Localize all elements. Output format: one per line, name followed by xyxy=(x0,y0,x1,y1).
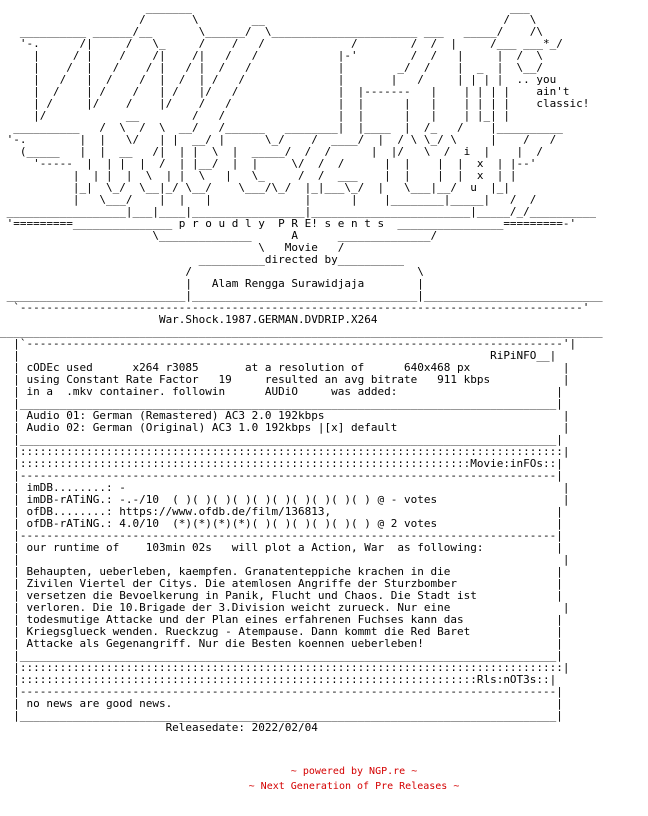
nfo-line: |`---------------------------------------------------------------------------------'| xyxy=(0,337,577,350)
nfo-line: (_____ | | __ /| | | \ | _____/ / / | |/ \ / i | | / xyxy=(0,145,544,158)
nfo-line: |/ __ / / | | | | | |_| | xyxy=(0,109,510,122)
nfo-line: |_________________________________________________________________________________| xyxy=(0,709,563,722)
nfo-line: | ofDB-rATiNG.: 4.0/10 (*)(*)(*)(*)( )( )( )( )( )( ) @ 2 votes | xyxy=(0,517,563,530)
nfo-line: | imDB........: - | xyxy=(0,481,570,494)
nfo-line: War.Shock.1987.GERMAN.DVDRIP.X264 xyxy=(0,313,378,326)
nfo-line: |_________________________________________________________________________________| xyxy=(0,649,563,662)
nfo-line: | no news are good news. | xyxy=(0,697,563,710)
nfo-text-document xyxy=(0,2,603,734)
nfo-line: | using Constant Rate Factor 19 resulted an avg bitrate 911 kbps | xyxy=(0,373,570,386)
nfo-line: |---------------------------------------------------------------------------------| xyxy=(0,469,563,482)
nfo-line: \______________ A ______________/ xyxy=(0,229,438,242)
nfo-line: _______ ___ xyxy=(0,1,530,14)
footer xyxy=(0,764,648,794)
powered-by-text: ~ powered by NGP.re ~ xyxy=(290,766,418,777)
tagline-text: ~ Next Generation of Pre Releases ~ xyxy=(248,781,460,792)
nfo-line: |:::::::::::::::::::::::::::::::::::::::::::::::::::::::::::::::::::::Rls:nOT3s::| xyxy=(0,673,557,686)
nfo-line: | Zivilen Viertel der Citys. Die atemlosen Angriffe der Sturzbomber | xyxy=(0,577,563,590)
nfo-line: | Audio 01: German (Remastered) AC3 2.0 192kbps | xyxy=(0,409,570,422)
nfo-line: |::::::::::::::::::::::::::::::::::::::::::::::::::::::::::::::::::::::::::::::::::| xyxy=(0,445,570,458)
nfo-line: '-. /| / \_ / / / / / / | /___ ___*_/ xyxy=(0,37,563,50)
nfo-line: | / | / /| /| / / |-' / / | | / \ xyxy=(0,49,544,62)
nfo-line: | / | / / | / | / / | _/ / | _ | \__/ xyxy=(0,61,544,74)
nfo-line: | ofDB........: https://www.ofdb.de/film/136813, | xyxy=(0,505,563,518)
nfo-line: | | xyxy=(0,553,570,566)
nfo-line: |---------------------------------------------------------------------------------| xyxy=(0,685,563,698)
nfo-line: __________directed by__________ xyxy=(0,253,404,266)
nfo-line: '=========_______________ p r o u d l y P R E! s e n t s ________________=========-' xyxy=(0,217,577,230)
nfo-line: | imDB-rATiNG.: -.-/10 ( )( )( )( )( )( )( )( )( )( ) @ - votes | xyxy=(0,493,570,506)
nfo-line: | Alam Rengga Surawidjaja | xyxy=(0,277,424,290)
nfo-line: \ Movie / xyxy=(0,241,345,254)
nfo-line: | | | | \ | | \ | \_ / / ___ | | | | x | | xyxy=(0,169,517,182)
nfo-line: / \ xyxy=(0,265,424,278)
nfo-line: | cODEc used x264 r3085 at a resolution of 640x468 px | xyxy=(0,361,570,374)
nfo-line: | our runtime of 103min 02s will plot a Action, War as following: | xyxy=(0,541,563,554)
nfo-line: Releasedate: 2022/02/04 xyxy=(0,721,318,734)
nfo-line: | Attacke als Gegenangriff. Nur die Besten koennen ueberleben! | xyxy=(0,637,563,650)
nfo-line: |_| \_/ \__|_/ \__/ \___/\_/ |_|___\_/ | \___|__/ u |_| xyxy=(0,181,510,194)
nfo-line: |---------------------------------------------------------------------------------| xyxy=(0,529,563,542)
nfo-line: |::::::::::::::::::::::::::::::::::::::::::::::::::::::::::::::::::::Movie:inFOs::| xyxy=(0,457,563,470)
nfo-line: | verloren. Die 10.Brigade der 3.Division weicht zurueck. Nur eine | xyxy=(0,601,570,614)
nfo-line: | RiPiNFO__| xyxy=(0,349,557,362)
nfo-line: __________________|___|____|_________________|________________________|_____/_/__________ xyxy=(0,205,597,218)
nfo-line: |_________________________________________________________________________________| xyxy=(0,433,563,446)
nfo-line: | Audio 02: German (Original) AC3 1.0 192kbps |[x] default | xyxy=(0,421,570,434)
nfo-line: | Kriegsglueck wenden. Rueckzug - Atempause. Dann kommt die Red Baret | xyxy=(0,625,563,638)
nfo-line: ___________________________|__________________________________|___________________________ xyxy=(0,289,603,302)
nfo-line: | / | / / | / | / / | | / | | | | .. you xyxy=(0,73,557,86)
nfo-line: |::::::::::::::::::::::::::::::::::::::::::::::::::::::::::::::::::::::::::::::::::| xyxy=(0,661,570,674)
nfo-line: | versetzen die Bevoelkerung in Panik, Flucht und Chaos. Die Stadt ist | xyxy=(0,589,563,602)
nfo-line: | Behaupten, ueberleben, kaempfen. Granatenteppiche krachen in die | xyxy=(0,565,563,578)
nfo-line: | / | / / | / |/ / | |------- | | | | | ain't xyxy=(0,85,570,98)
nfo-line: | in a .mkv container. followin AUDiO was added: | xyxy=(0,385,563,398)
nfo-line: __________ ______/__ \______/ \______________________ ___ _____/ /\ xyxy=(0,25,544,38)
nfo-line: | todesmutige Attacke und der Plan eines erfahrenen Fuchses kann das | xyxy=(0,613,563,626)
nfo-line: ___________________________________________________________________________________________ xyxy=(0,325,603,338)
nfo-line: `-------------------------------------------------------------------------------------' xyxy=(0,301,590,314)
nfo-line: '----- | | | | / | |__/ | | \/ / / | | | | x | |--' xyxy=(0,157,537,170)
nfo-line: |_________________________________________________________________________________| xyxy=(0,397,563,410)
nfo-line: '-. | | \/ | | __/ | \_/ / ____/ | / \ \_/ \ | / / xyxy=(0,133,557,146)
nfo-line: __________ / \ / \ __/ /______ ________| |____ | /_ / |__________ xyxy=(0,121,563,134)
nfo-line: | \___/ | | | | | |________|_____| / / xyxy=(0,193,537,206)
nfo-line: / \ __ / \ xyxy=(0,13,537,26)
nfo-line: | / |/ / |/ / / | | | | | | | | classic! xyxy=(0,97,590,110)
